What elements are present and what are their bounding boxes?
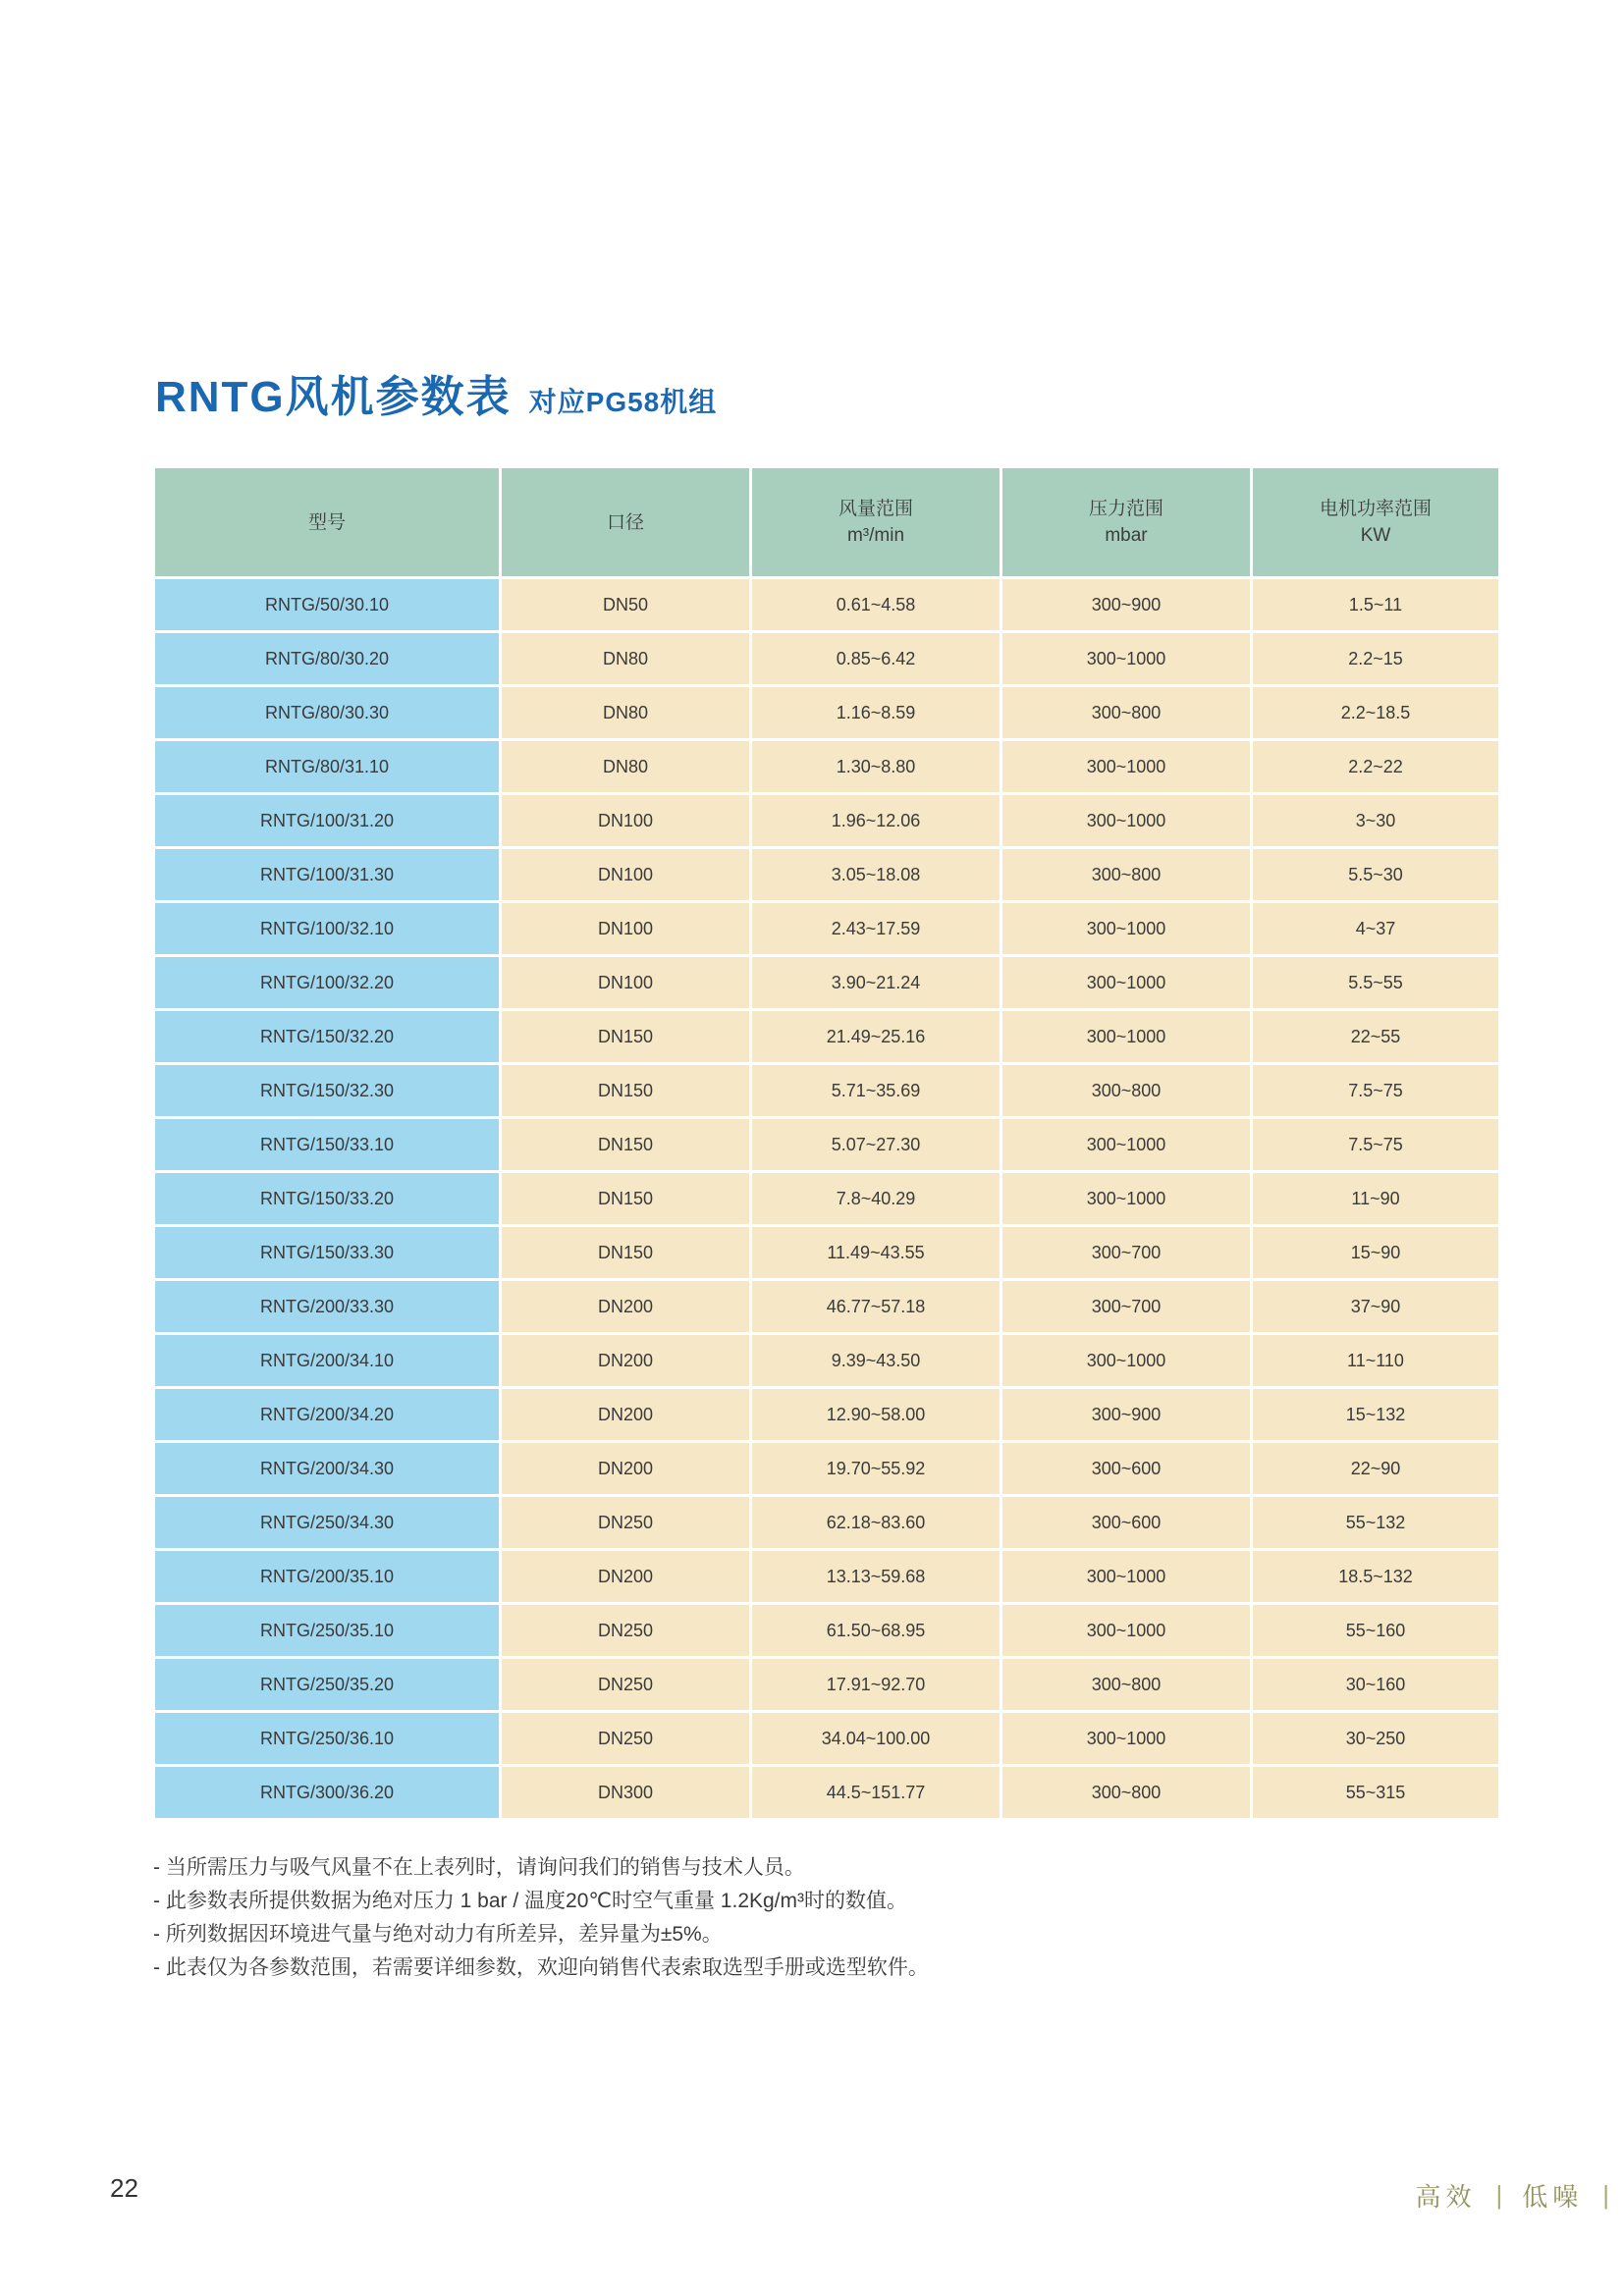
footnote-line: - 当所需压力与吸气风量不在上表列时，请询问我们的销售与技术人员。 — [153, 1856, 805, 1879]
pressure-range-cell: 300~1000 — [1002, 903, 1250, 954]
diameter-cell: DN80 — [502, 633, 749, 684]
power-range-cell: 1.5~11 — [1253, 579, 1498, 630]
power-range-cell: 18.5~132 — [1253, 1551, 1498, 1602]
model-cell: RNTG/200/35.10 — [155, 1551, 499, 1602]
pressure-range-cell: 300~1000 — [1002, 1551, 1250, 1602]
header-power-line2: KW — [1360, 525, 1391, 546]
power-range-cell: 5.5~55 — [1253, 957, 1498, 1008]
diameter-cell: DN300 — [502, 1767, 749, 1818]
model-cell: RNTG/80/30.30 — [155, 687, 499, 738]
power-range-cell: 5.5~30 — [1253, 849, 1498, 900]
diameter-cell: DN250 — [502, 1605, 749, 1656]
flow-range-cell: 19.70~55.92 — [752, 1443, 1000, 1494]
pressure-range-cell: 300~900 — [1002, 1389, 1250, 1440]
diameter-cell: DN200 — [502, 1389, 749, 1440]
model-cell: RNTG/80/31.10 — [155, 741, 499, 792]
model-cell: RNTG/200/34.10 — [155, 1335, 499, 1386]
header-flow-range — [752, 468, 1000, 576]
pressure-range-cell: 300~800 — [1002, 1659, 1250, 1710]
model-cell: RNTG/200/34.20 — [155, 1389, 499, 1440]
model-cell: RNTG/100/32.10 — [155, 903, 499, 954]
flow-range-cell: 44.5~151.77 — [752, 1767, 1000, 1818]
header-diameter-line1: 口径 — [606, 511, 644, 533]
flow-range-cell: 17.91~92.70 — [752, 1659, 1000, 1710]
page-title — [155, 361, 717, 424]
pressure-range-cell: 300~1000 — [1002, 741, 1250, 792]
pressure-range-cell: 300~700 — [1002, 1227, 1250, 1278]
flow-range-cell: 1.30~8.80 — [752, 741, 1000, 792]
diameter-cell: DN250 — [502, 1659, 749, 1710]
slogan-separator-bar: | — [1602, 2180, 1609, 2210]
header-diameter — [502, 468, 749, 576]
diameter-cell: DN250 — [502, 1497, 749, 1548]
title-main: RNTG风机参数表 — [155, 373, 512, 421]
diameter-cell: DN150 — [502, 1065, 749, 1116]
title-subtitle: 对应PG58机组 — [528, 387, 718, 417]
header-pressure-line1: 压力范围 — [1088, 499, 1163, 519]
diameter-cell: DN80 — [502, 687, 749, 738]
power-range-cell: 30~250 — [1253, 1713, 1498, 1764]
slogan-word: 低噪 — [1522, 2182, 1584, 2212]
slogan-separator-bar: | — [1495, 2180, 1503, 2210]
model-cell: RNTG/100/31.30 — [155, 849, 499, 900]
model-cell: RNTG/80/30.20 — [155, 633, 499, 684]
slogan-word: 高效 — [1415, 2182, 1477, 2212]
pressure-range-cell: 300~900 — [1002, 579, 1250, 630]
diameter-cell: DN200 — [502, 1551, 749, 1602]
flow-range-cell: 11.49~43.55 — [752, 1227, 1000, 1278]
flow-range-cell: 46.77~57.18 — [752, 1281, 1000, 1332]
pressure-range-cell: 300~1000 — [1002, 1605, 1250, 1656]
flow-range-cell: 12.90~58.00 — [752, 1389, 1000, 1440]
power-range-cell: 7.5~75 — [1253, 1065, 1498, 1116]
model-cell: RNTG/250/35.10 — [155, 1605, 499, 1656]
flow-range-cell: 0.85~6.42 — [752, 633, 1000, 684]
power-range-cell: 2.2~22 — [1253, 741, 1498, 792]
model-cell: RNTG/200/34.30 — [155, 1443, 499, 1494]
diameter-cell: DN200 — [502, 1281, 749, 1332]
header-pressure-line2: mbar — [1105, 525, 1148, 546]
power-range-cell: 7.5~75 — [1253, 1119, 1498, 1170]
diameter-cell: DN100 — [502, 849, 749, 900]
model-cell: RNTG/150/33.10 — [155, 1119, 499, 1170]
flow-range-cell: 9.39~43.50 — [752, 1335, 1000, 1386]
power-range-cell: 55~132 — [1253, 1497, 1498, 1548]
power-range-cell: 2.2~15 — [1253, 633, 1498, 684]
header-model — [155, 468, 499, 576]
power-range-cell: 15~90 — [1253, 1227, 1498, 1278]
pressure-range-cell: 300~800 — [1002, 687, 1250, 738]
diameter-cell: DN200 — [502, 1443, 749, 1494]
model-cell: RNTG/250/35.20 — [155, 1659, 499, 1710]
power-range-cell: 15~132 — [1253, 1389, 1498, 1440]
flow-range-cell: 7.8~40.29 — [752, 1173, 1000, 1224]
model-cell: RNTG/150/33.20 — [155, 1173, 499, 1224]
power-range-cell: 22~55 — [1253, 1011, 1498, 1062]
power-range-cell: 37~90 — [1253, 1281, 1498, 1332]
flow-range-cell: 62.18~83.60 — [752, 1497, 1000, 1548]
model-cell: RNTG/100/31.20 — [155, 795, 499, 846]
pressure-range-cell: 300~1000 — [1002, 633, 1250, 684]
power-range-cell: 55~315 — [1253, 1767, 1498, 1818]
model-cell: RNTG/50/30.10 — [155, 579, 499, 630]
pressure-range-cell: 300~600 — [1002, 1443, 1250, 1494]
model-cell: RNTG/150/32.20 — [155, 1011, 499, 1062]
header-flow-line2: m³/min — [846, 525, 905, 546]
parameters-table — [155, 468, 1498, 1818]
model-cell: RNTG/100/32.20 — [155, 957, 499, 1008]
pressure-range-cell: 300~800 — [1002, 1767, 1250, 1818]
pressure-range-cell: 300~700 — [1002, 1281, 1250, 1332]
model-cell: RNTG/300/36.20 — [155, 1767, 499, 1818]
pressure-range-cell: 300~1000 — [1002, 957, 1250, 1008]
model-cell: RNTG/150/32.30 — [155, 1065, 499, 1116]
diameter-cell: DN200 — [502, 1335, 749, 1386]
flow-range-cell: 5.71~35.69 — [752, 1065, 1000, 1116]
pressure-range-cell: 300~1000 — [1002, 1335, 1250, 1386]
model-cell: RNTG/150/33.30 — [155, 1227, 499, 1278]
flow-range-cell: 13.13~59.68 — [752, 1551, 1000, 1602]
page-number: 22 — [110, 2173, 138, 2203]
diameter-cell: DN150 — [502, 1173, 749, 1224]
footnote-line: - 此参数表所提供数据为绝对压力 1 bar / 温度20℃时空气重量 1.2Kg/m³时的数值。 — [153, 1890, 908, 1912]
power-range-cell: 30~160 — [1253, 1659, 1498, 1710]
flow-range-cell: 1.16~8.59 — [752, 687, 1000, 738]
header-flow-line1: 风量范围 — [838, 499, 913, 519]
diameter-cell: DN150 — [502, 1119, 749, 1170]
power-range-cell: 2.2~18.5 — [1253, 687, 1498, 738]
pressure-range-cell: 300~1000 — [1002, 1713, 1250, 1764]
power-range-cell: 11~90 — [1253, 1173, 1498, 1224]
flow-range-cell: 3.05~18.08 — [752, 849, 1000, 900]
model-cell: RNTG/250/36.10 — [155, 1713, 499, 1764]
flow-range-cell: 21.49~25.16 — [752, 1011, 1000, 1062]
pressure-range-cell: 300~1000 — [1002, 1173, 1250, 1224]
pressure-range-cell: 300~800 — [1002, 1065, 1250, 1116]
flow-range-cell: 61.50~68.95 — [752, 1605, 1000, 1656]
pressure-range-cell: 300~1000 — [1002, 1119, 1250, 1170]
footnotes — [153, 1851, 929, 1985]
pressure-range-cell: 300~600 — [1002, 1497, 1250, 1548]
diameter-cell: DN100 — [502, 957, 749, 1008]
model-cell: RNTG/200/33.30 — [155, 1281, 499, 1332]
header-model-line1: 型号 — [307, 511, 346, 533]
header-power-line1: 电机功率范围 — [1319, 499, 1432, 519]
footnote-line: - 此表仅为各参数范围，若需要详细参数，欢迎向销售代表索取选型手册或选型软件。 — [153, 1956, 929, 1979]
header-power-range — [1253, 468, 1498, 576]
pressure-range-cell: 300~800 — [1002, 849, 1250, 900]
diameter-cell: DN150 — [502, 1011, 749, 1062]
pressure-range-cell: 300~1000 — [1002, 1011, 1250, 1062]
model-cell: RNTG/250/34.30 — [155, 1497, 499, 1548]
flow-range-cell: 2.43~17.59 — [752, 903, 1000, 954]
diameter-cell: DN100 — [502, 903, 749, 954]
flow-range-cell: 0.61~4.58 — [752, 579, 1000, 630]
flow-range-cell: 1.96~12.06 — [752, 795, 1000, 846]
power-range-cell: 22~90 — [1253, 1443, 1498, 1494]
power-range-cell: 11~110 — [1253, 1335, 1498, 1386]
diameter-cell: DN50 — [502, 579, 749, 630]
footnote-line: - 所列数据因环境进气量与绝对动力有所差异，差异量为±5%。 — [153, 1923, 723, 1946]
flow-range-cell: 3.90~21.24 — [752, 957, 1000, 1008]
power-range-cell: 55~160 — [1253, 1605, 1498, 1656]
power-range-cell: 3~30 — [1253, 795, 1498, 846]
flow-range-cell: 34.04~100.00 — [752, 1713, 1000, 1764]
flow-range-cell: 5.07~27.30 — [752, 1119, 1000, 1170]
header-pressure-range — [1002, 468, 1250, 576]
diameter-cell: DN100 — [502, 795, 749, 846]
power-range-cell: 4~37 — [1253, 903, 1498, 954]
diameter-cell: DN150 — [502, 1227, 749, 1278]
pressure-range-cell: 300~1000 — [1002, 795, 1250, 846]
footer-slogan — [1415, 2177, 1609, 2214]
diameter-cell: DN80 — [502, 741, 749, 792]
diameter-cell: DN250 — [502, 1713, 749, 1764]
